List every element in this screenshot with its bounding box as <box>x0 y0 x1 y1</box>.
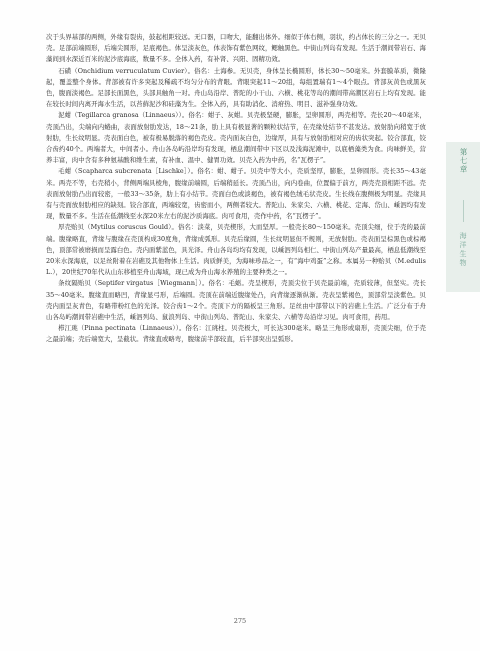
paragraph-7: 栉江珧（Pinna pectinata（Linnaeus））。俗名：江珧柱。贝壳极大，可长达300毫米。略呈三角形或扇形，壳顶尖细，位于壳之最前端；壳后端宽大，呈截状。背缘直或略弯，腹缘前半部较直，后半部突出呈弧形。 <box>46 324 426 344</box>
side-divider <box>463 200 464 222</box>
paragraph-6: 条纹隔贻贝（Septifer virgatus［Wiegmann］）。俗名：毛蛎。壳呈楔形，壳顶尖位于贝壳最前端，壳质较薄，但坚实。壳长35～40毫米。腹缘直而略凹，背缘显弓形，后端圆。壳顶在前端近腹缘处凸，向背缘逐渐纵渐。壳表呈紫褐色，顶部常呈淡紫色。贝壳内面呈灰青色，有略带粉红色的光泽。铰合齿1～2个。壳顶下方的隔板呈三角形。足丝由中部带以下的岩礁上生活。广泛分布于舟山各岛屿潮间带岩礁中生活，嵊泗列岛、鼠浪列岛、中街山列岛、普陀山、朱家尖、六横等岛沿岸习见。肉可食用，药用。 <box>46 279 426 322</box>
body-text <box>46 32 426 346</box>
paragraph-5: 厚壳贻贝（Mytilus coruscus Gould）。俗名：淡菜，贝壳楔形，大而坚厚。一般壳长80～150毫米。壳顶尖细，位于壳的最前端。腹缘略直，背缘与腹缘在壳顶构成30度角，背缘成弧形。贝壳后缘圆，生长纹明显但不规则，无放射肋。壳表面呈棕黑色或棕褐色，顶部常被磨损而呈露白色。壳内面紫蓝色，具光泽。舟山各岛均均有发现，以嵊泗列岛相仁、中街山列岛产量最高，栖息低潮线至20米水深海底，以足丝附着在岩礁及其他物体上生活。肉质鲜美，为海味珍品之一，有“海中鸡蛋”之称。本属另一种贻贝（M.edulis L.），20世纪70年代从山东移植至舟山海域，现已成为舟山海水养殖的主要种类之一。 <box>46 223 426 277</box>
paragraph-2: 石磺（Onchidium verruculatum Cuvier）。俗名：土海参。无贝壳，身体呈长椭圆形，体长30～50毫米。外套膜革质，微隆起，覆盖整个身体。背部被有许多突起及稀疏不均匀分布的背眼。背眼突起11～20组，每组置瑞有1～4个眼点。背部灰黄色或黑灰色，腹面淡褐色。足部长面黑色，头部具触角一对。舟山岛沿岸、普陀的小干山、六横、桃花等岛的潮间带高潮区岩石上均有发现。能在较长时间内离开海水生活，以苔藓泥沙和硅藻为生。全体入药，具有助消化、消疳热、明目、滋补强身功效。 <box>46 66 426 109</box>
page-number: 275 <box>233 617 247 625</box>
paragraph-3: 泥蚶（Tegillarca granosa（Linnaeus））。俗名：蚶子、灰蚶。贝壳极坚硬，膨胀，呈卵圆形，两壳相等。壳长20～40毫米，壳顶凸出，尖端向内蜷曲，表面放射肋发达，18～21条，肋上具有极显著的颗粒状结节，在壳缘处结节不甚发达。放射肋向稍宽于放射肋，生长纹明显。壳表面白色，被有极易脱落的褐色壳皮。壳内面灰白色，边缘厚，具有与放射肋相对应的齿状突起。铰合部直，铰合齿约40个。两端者大，中间者小。舟山各岛屿沿岸均有发现，栖息潮间带中下区以及浅海泥滩中，以底栖藻类为食。肉味鲜美，营养丰富，肉中含有多种氨基酸和维生素，有补血、温中、健胃功效。贝壳入药为中药，名“瓦楞子”。 <box>46 111 426 165</box>
paragraph-1: 次于头界基部的两侧，外缘有裂齿，鼓起相距较远。无口器，口吻大，能翻出体外。细似于体右侧，羽状，约占体长的三分之一。无贝壳。足部前端圆形，后端尖圆形，足底褐色。体呈淡灰色，体表饰有紫色网纹，鳃触黑色。中街山列岛有发现。生活于潮间带岩石、海藻间到水深近百米的泥沙底海底，数量不多。全体入药，有补肾、兴阳、固精功效。 <box>46 33 426 64</box>
paragraph-4: 毛蚶（Scapharca subcrenata［Lischke］）。俗名：蚶、蚶子。贝壳中等大小，壳质坚厚，膨胀，呈卵圆形。壳长35～43毫米。两壳不等，右壳稍小，背侧两端具棱角，腹缘前端圆，后端稍延长。壳顶凸出，向内卷曲，位置偏于前方，两壳壳顶相距不远。壳表面放射肋凸出而较密，一般33～35条，肋上有小结节。壳面白色或淡褐色，被有褐色绒毛状壳皮。生长线在腹侧极为明显。壳缘具有与壳面放射肋相应的缺刻。铰合部直，两端较宽，齿密而小，两侧者较大。普陀山、朱家尖、六横、桃花、定海、岱山、嵊泗均有发现，数量不多。生活在低潮线至水深20米左右的泥沙质海底。肉可食用，壳作中药，名“瓦楞子”。 <box>46 167 426 221</box>
side-section-title: 海洋生物 <box>459 232 467 268</box>
side-chapter-label: 第七章 <box>459 148 468 174</box>
